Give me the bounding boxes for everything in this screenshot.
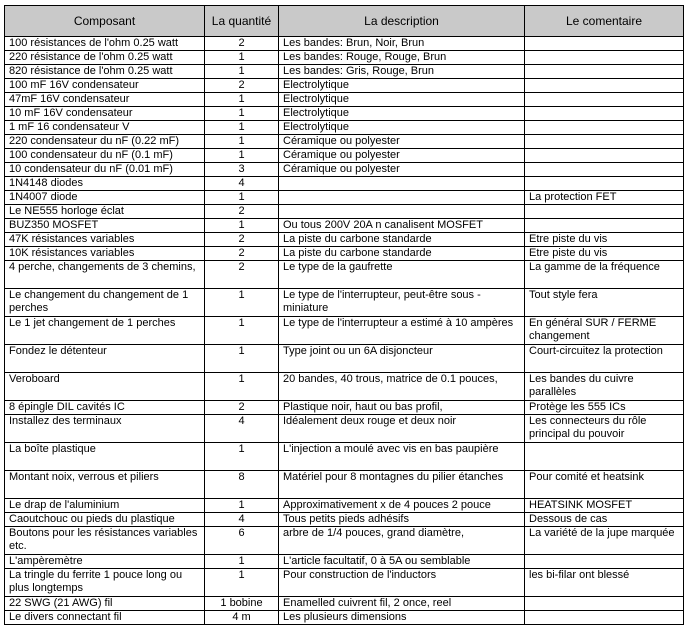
- cell-component: 820 résistance de l'ohm 0.25 watt: [5, 65, 205, 79]
- parts-table-body: [5, 37, 684, 625]
- cell-description: Céramique ou polyester: [279, 135, 525, 149]
- cell-description: Matériel pour 8 montagnes du pilier étanches: [279, 471, 525, 499]
- cell-quantity: 2: [205, 79, 279, 93]
- cell-component: 8 épingle DIL cavités IC: [5, 401, 205, 415]
- cell-quantity: 4: [205, 513, 279, 527]
- cell-description: La piste du carbone standarde: [279, 233, 525, 247]
- cell-quantity: 1: [205, 93, 279, 107]
- cell-description: Ou tous 200V 20A n canalisent MOSFET: [279, 219, 525, 233]
- cell-component: 10K résistances variables: [5, 247, 205, 261]
- cell-component: 47K résistances variables: [5, 233, 205, 247]
- cell-quantity: 1: [205, 345, 279, 373]
- cell-comment: [525, 597, 684, 611]
- cell-component: 100 condensateur du nF (0.1 mF): [5, 149, 205, 163]
- cell-description: Type joint ou un 6A disjoncteur: [279, 345, 525, 373]
- table-row: [5, 443, 684, 471]
- table-row: [5, 415, 684, 443]
- header-description: La description: [279, 6, 525, 37]
- cell-comment: [525, 79, 684, 93]
- cell-comment: [525, 443, 684, 471]
- cell-component: 100 mF 16V condensateur: [5, 79, 205, 93]
- table-row: [5, 555, 684, 569]
- cell-quantity: 1: [205, 121, 279, 135]
- cell-component: Boutons pour les résistances variables etc.: [5, 527, 205, 555]
- table-row: [5, 191, 684, 205]
- cell-quantity: 1: [205, 289, 279, 317]
- cell-component: Veroboard: [5, 373, 205, 401]
- cell-description: Pour construction de l'inductors: [279, 569, 525, 597]
- cell-comment: Etre piste du vis: [525, 233, 684, 247]
- table-row: [5, 233, 684, 247]
- cell-component: 10 condensateur du nF (0.01 mF): [5, 163, 205, 177]
- cell-comment: Les connecteurs du rôle principal du pouvoir: [525, 415, 684, 443]
- cell-comment: les bi-filar ont blessé: [525, 569, 684, 597]
- cell-component: Le changement du changement de 1 perches: [5, 289, 205, 317]
- cell-quantity: 1: [205, 373, 279, 401]
- cell-component: 100 résistances de l'ohm 0.25 watt: [5, 37, 205, 51]
- cell-component: 22 SWG (21 AWG) fil: [5, 597, 205, 611]
- table-row: [5, 261, 684, 289]
- cell-component: Fondez le détenteur: [5, 345, 205, 373]
- cell-comment: La protection FET: [525, 191, 684, 205]
- cell-component: Le divers connectant fil: [5, 611, 205, 625]
- cell-quantity: 2: [205, 261, 279, 289]
- cell-comment: Court-circuitez la protection: [525, 345, 684, 373]
- cell-description: Electrolytique: [279, 79, 525, 93]
- cell-component: Le NE555 horloge éclat: [5, 205, 205, 219]
- table-row: [5, 289, 684, 317]
- cell-quantity: 3: [205, 163, 279, 177]
- cell-comment: [525, 149, 684, 163]
- cell-component: Montant noix, verrous et piliers: [5, 471, 205, 499]
- table-row: [5, 597, 684, 611]
- cell-component: L'ampèremètre: [5, 555, 205, 569]
- cell-description: [279, 205, 525, 219]
- table-row: [5, 513, 684, 527]
- cell-quantity: 1: [205, 191, 279, 205]
- cell-quantity: 2: [205, 401, 279, 415]
- table-row: [5, 149, 684, 163]
- table-row: [5, 247, 684, 261]
- cell-component: 220 condensateur du nF (0.22 mF): [5, 135, 205, 149]
- cell-component: Le drap de l'aluminium: [5, 499, 205, 513]
- cell-description: Les bandes: Brun, Noir, Brun: [279, 37, 525, 51]
- cell-quantity: 2: [205, 37, 279, 51]
- cell-description: Céramique ou polyester: [279, 163, 525, 177]
- cell-component: Le 1 jet changement de 1 perches: [5, 317, 205, 345]
- cell-description: Tous petits pieds adhésifs: [279, 513, 525, 527]
- cell-description: Les bandes: Rouge, Rouge, Brun: [279, 51, 525, 65]
- table-row: [5, 163, 684, 177]
- cell-comment: [525, 177, 684, 191]
- parts-table: [4, 5, 684, 625]
- header-component: Composant: [5, 6, 205, 37]
- cell-component: La boîte plastique: [5, 443, 205, 471]
- table-row: [5, 37, 684, 51]
- cell-component: 47mF 16V condensateur: [5, 93, 205, 107]
- cell-description: Idéalement deux rouge et deux noir: [279, 415, 525, 443]
- table-row: [5, 527, 684, 555]
- table-row: [5, 499, 684, 513]
- cell-quantity: 4: [205, 415, 279, 443]
- cell-comment: [525, 611, 684, 625]
- table-row: [5, 177, 684, 191]
- table-row: [5, 219, 684, 233]
- cell-component: BUZ350 MOSFET: [5, 219, 205, 233]
- cell-quantity: 4 m: [205, 611, 279, 625]
- cell-comment: [525, 219, 684, 233]
- cell-description: Electrolytique: [279, 93, 525, 107]
- cell-component: 1N4007 diode: [5, 191, 205, 205]
- header-comment: Le comentaire: [525, 6, 684, 37]
- cell-quantity: 1: [205, 443, 279, 471]
- cell-quantity: 1: [205, 219, 279, 233]
- cell-component: La tringle du ferrite 1 pouce long ou plus longtemps: [5, 569, 205, 597]
- cell-description: Le type de la gaufrette: [279, 261, 525, 289]
- cell-description: Plastique noir, haut ou bas profil,: [279, 401, 525, 415]
- parts-table-container: [4, 5, 683, 625]
- cell-quantity: 1: [205, 135, 279, 149]
- cell-description: arbre de 1/4 pouces, grand diamètre,: [279, 527, 525, 555]
- cell-quantity: 8: [205, 471, 279, 499]
- cell-comment: [525, 205, 684, 219]
- table-row: [5, 65, 684, 79]
- cell-quantity: 2: [205, 205, 279, 219]
- cell-component: 220 résistance de l'ohm 0.25 watt: [5, 51, 205, 65]
- cell-quantity: 1: [205, 499, 279, 513]
- cell-component: 1N4148 diodes: [5, 177, 205, 191]
- cell-description: Les plusieurs dimensions: [279, 611, 525, 625]
- cell-comment: HEATSINK MOSFET: [525, 499, 684, 513]
- cell-comment: [525, 37, 684, 51]
- cell-description: L'article facultatif, 0 à 5A ou semblable: [279, 555, 525, 569]
- table-row: [5, 121, 684, 135]
- cell-description: [279, 177, 525, 191]
- table-row: [5, 401, 684, 415]
- cell-quantity: 1: [205, 149, 279, 163]
- cell-component: 1 mF 16 condensateur V: [5, 121, 205, 135]
- cell-quantity: 1: [205, 65, 279, 79]
- cell-component: Installez des terminaux: [5, 415, 205, 443]
- cell-comment: Les bandes du cuivre parallèles: [525, 373, 684, 401]
- table-row: [5, 79, 684, 93]
- cell-comment: [525, 135, 684, 149]
- cell-comment: [525, 555, 684, 569]
- cell-description: Approximativement x de 4 pouces 2 pouce: [279, 499, 525, 513]
- cell-comment: En général SUR / FERME changement: [525, 317, 684, 345]
- cell-description: 20 bandes, 40 trous, matrice de 0.1 pouces,: [279, 373, 525, 401]
- cell-comment: La gamme de la fréquence: [525, 261, 684, 289]
- cell-component: 10 mF 16V condensateur: [5, 107, 205, 121]
- cell-comment: Etre piste du vis: [525, 247, 684, 261]
- cell-quantity: 1: [205, 555, 279, 569]
- cell-description: Le type de l'interrupteur a estimé à 10 ampères: [279, 317, 525, 345]
- table-row: [5, 107, 684, 121]
- cell-description: La piste du carbone standarde: [279, 247, 525, 261]
- table-row: [5, 345, 684, 373]
- cell-quantity: 1: [205, 51, 279, 65]
- table-row: [5, 317, 684, 345]
- cell-comment: Tout style fera: [525, 289, 684, 317]
- cell-quantity: 1: [205, 317, 279, 345]
- cell-quantity: 1: [205, 107, 279, 121]
- table-row: [5, 373, 684, 401]
- cell-quantity: 2: [205, 247, 279, 261]
- cell-description: Les bandes: Gris, Rouge, Brun: [279, 65, 525, 79]
- cell-comment: [525, 93, 684, 107]
- cell-description: Enamelled cuivrent fil, 2 once, reel: [279, 597, 525, 611]
- cell-comment: La variété de la jupe marquée: [525, 527, 684, 555]
- cell-quantity: 1 bobine: [205, 597, 279, 611]
- cell-comment: [525, 51, 684, 65]
- cell-description: Electrolytique: [279, 121, 525, 135]
- table-row: [5, 93, 684, 107]
- header-row: [5, 6, 684, 37]
- cell-description: Céramique ou polyester: [279, 149, 525, 163]
- cell-description: L'injection a moulé avec vis en bas paupière: [279, 443, 525, 471]
- cell-description: Electrolytique: [279, 107, 525, 121]
- cell-component: Caoutchouc ou pieds du plastique: [5, 513, 205, 527]
- cell-comment: [525, 163, 684, 177]
- table-row: [5, 569, 684, 597]
- cell-comment: [525, 65, 684, 79]
- cell-quantity: 4: [205, 177, 279, 191]
- table-row: [5, 611, 684, 625]
- cell-quantity: 2: [205, 233, 279, 247]
- table-row: [5, 135, 684, 149]
- cell-description: [279, 191, 525, 205]
- table-row: [5, 471, 684, 499]
- cell-quantity: 1: [205, 569, 279, 597]
- cell-quantity: 6: [205, 527, 279, 555]
- cell-comment: [525, 107, 684, 121]
- cell-comment: Pour comité et heatsink: [525, 471, 684, 499]
- table-row: [5, 51, 684, 65]
- cell-comment: [525, 121, 684, 135]
- cell-component: 4 perche, changements de 3 chemins,: [5, 261, 205, 289]
- header-quantity: La quantité: [205, 6, 279, 37]
- cell-comment: Protège les 555 ICs: [525, 401, 684, 415]
- cell-comment: Dessous de cas: [525, 513, 684, 527]
- cell-description: Le type de l'interrupteur, peut-être sous - miniature: [279, 289, 525, 317]
- table-row: [5, 205, 684, 219]
